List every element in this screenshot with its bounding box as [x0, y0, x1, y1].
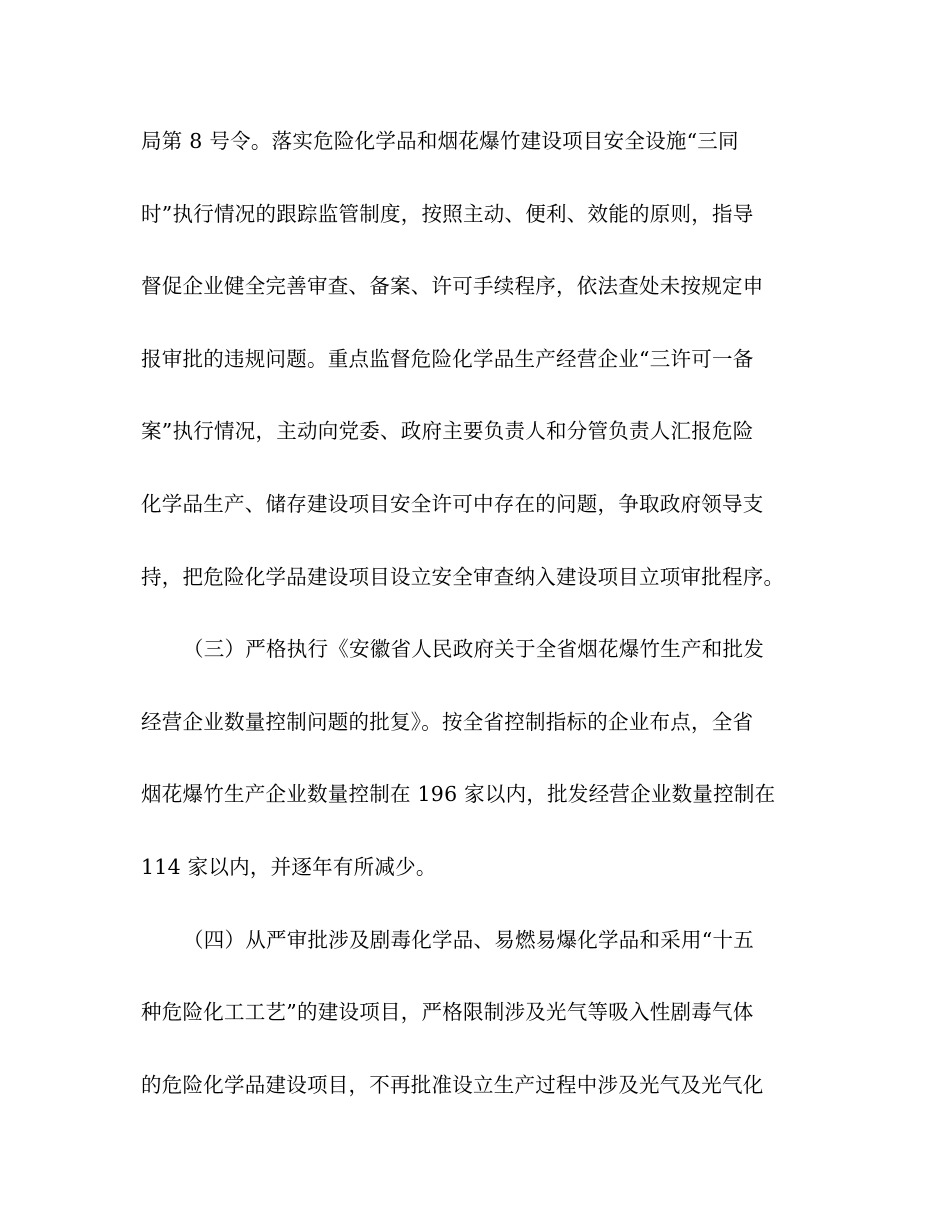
- text-line-7: 持，把危险化学品建设项目设立安全审查纳入建设项目立项审批程序。: [141, 564, 785, 589]
- document-body: [141, 125, 811, 1141]
- text-line-3: 督促企业健全完善审查、备案、许可手续程序，依法查处未按规定申: [141, 274, 764, 299]
- text-line-9: 经营企业数量控制问题的批复》。按全省控制指标的企业布点，全省: [141, 709, 754, 734]
- text-line-4: 报审批的违规问题。重点监督危险化学品生产经营企业“三许可一备: [141, 346, 754, 371]
- text-line-5: 案”执行情况，主动向党委、政府主要负责人和分管负责人汇报危险: [141, 419, 754, 444]
- text-line-10: 烟花爆竹生产企业数量控制在 196 家以内，批发经营企业数量控制在: [141, 782, 776, 807]
- text-line-1: 局第 8 号令。落实危险化学品和烟花爆竹建设项目安全设施“三同: [141, 129, 739, 153]
- text-line-11: 114 家以内，并逐年有所减少。: [141, 854, 437, 879]
- section-3-first-line: （三）严格执行《安徽省人民政府关于全省烟花爆竹生产和批发: [183, 637, 764, 662]
- text-line-2: 时”执行情况的跟踪监管制度，按照主动、便利、效能的原则，指导: [141, 201, 754, 226]
- text-line-6: 化学品生产、储存建设项目安全许可中存在的问题，争取政府领导支: [141, 491, 764, 516]
- text-line-13: 种危险化工工艺”的建设项目，严格限制涉及光气等吸入性剧毒气体: [141, 1000, 754, 1025]
- section-4-first-line: （四）从严审批涉及剧毒化学品、易燃易爆化学品和采用“十五: [183, 927, 754, 952]
- text-line-14: 的危险化学品建设项目，不再批准设立生产过程中涉及光气及光气化: [141, 1072, 764, 1097]
